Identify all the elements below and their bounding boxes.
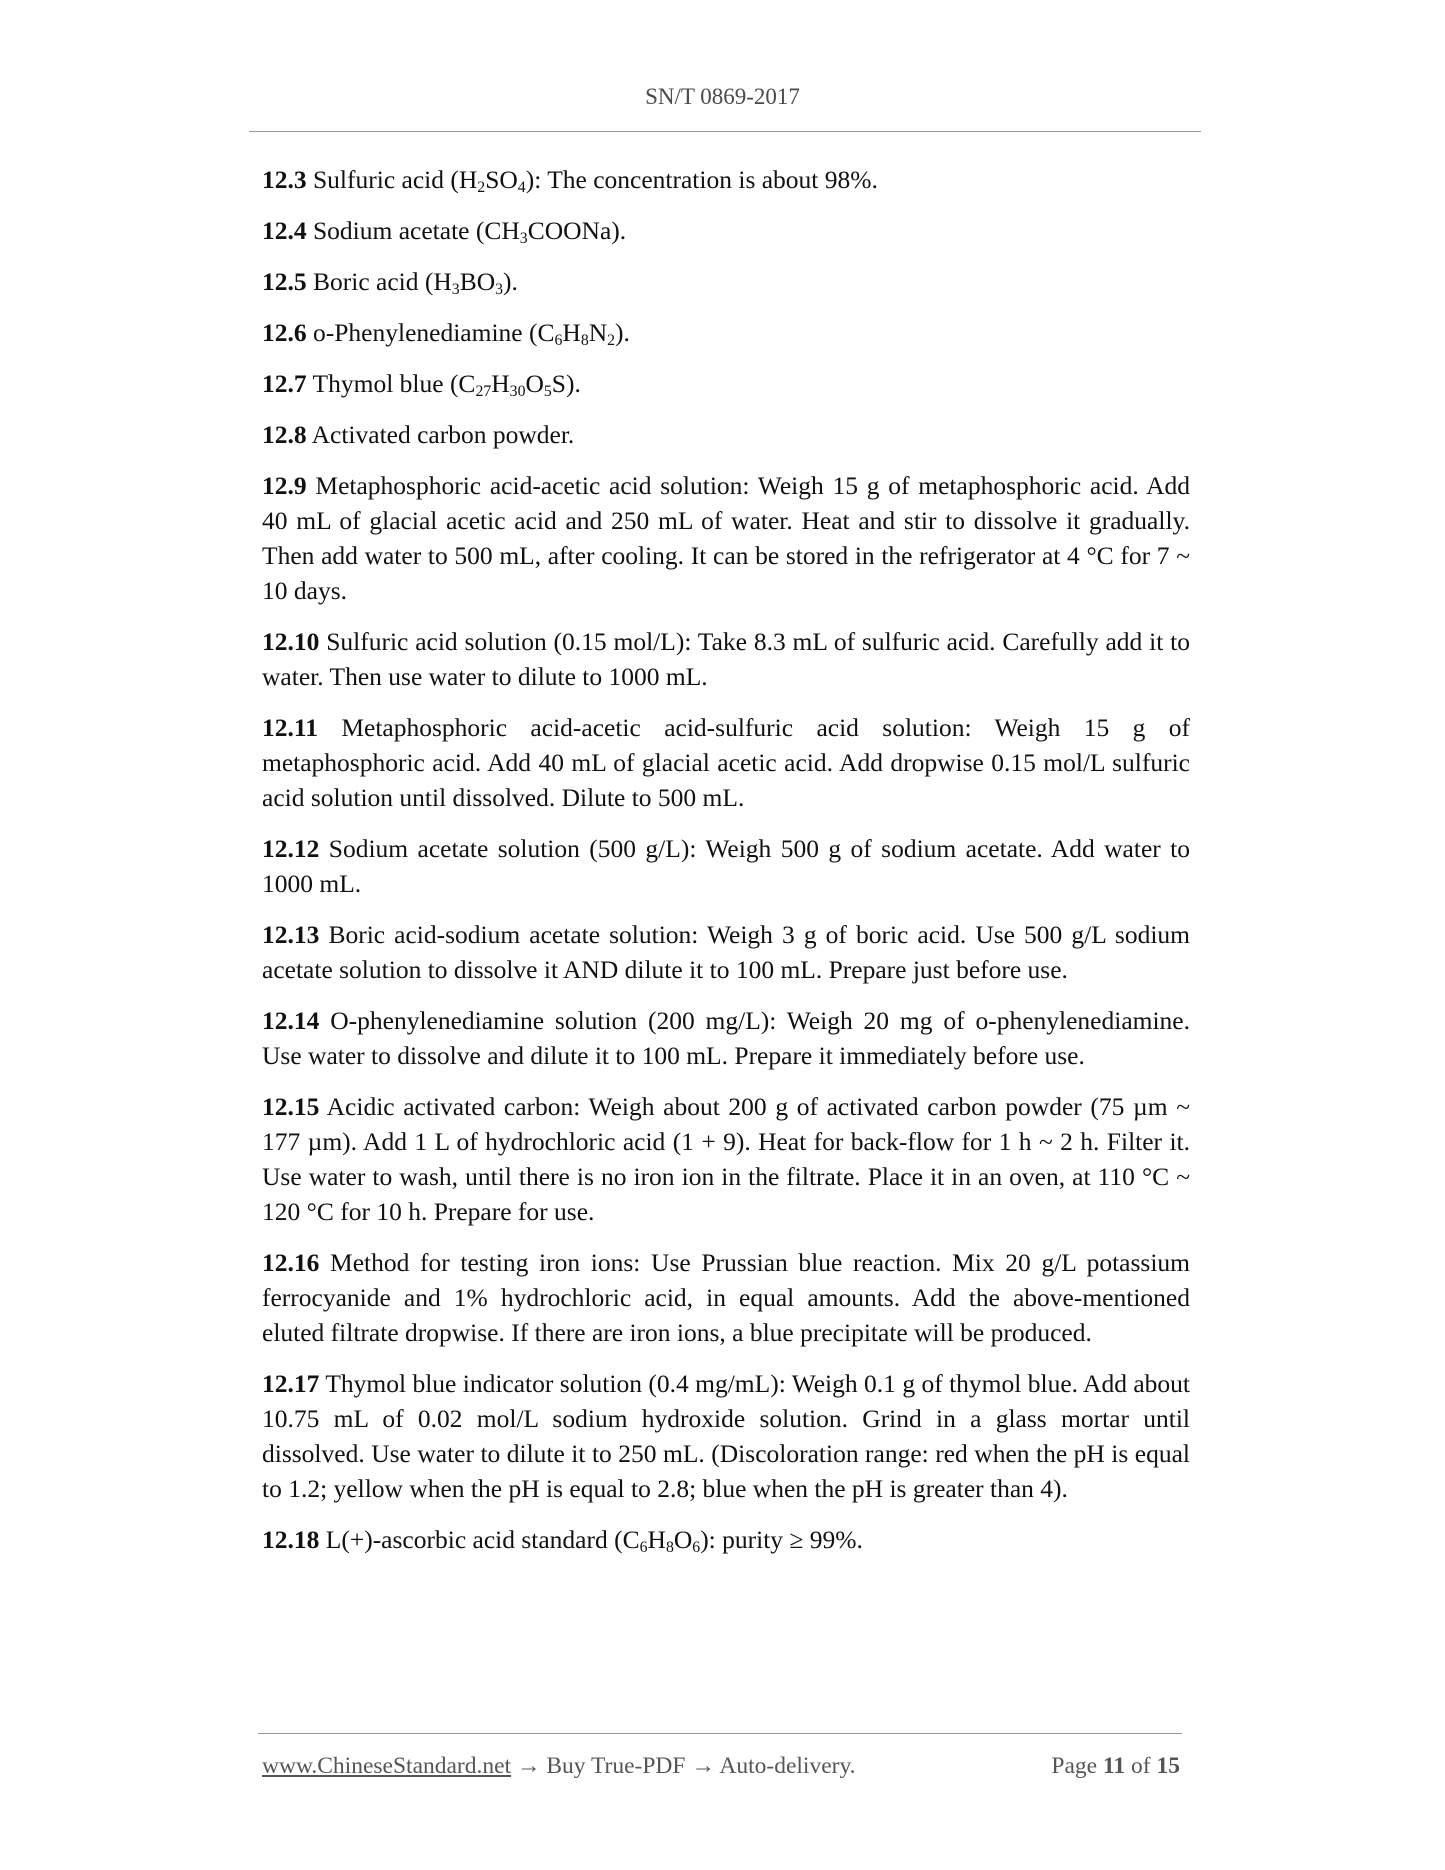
clause-text: Sodium acetate solution (500 g/L): Weigh 500 g of sodium acetate. Add water to 1000 mL.	[262, 834, 1190, 898]
clause-text: Boric acid $(H_3BO_3)$.	[313, 267, 518, 298]
clause-12-12	[262, 831, 1190, 901]
clause-12-15	[262, 1089, 1190, 1229]
clause-text: Metaphosphoric acid-acetic acid solution: Weigh 15 g of metaphosphoric acid. Add 40 mL of glacial acetic acid and 250 mL of water. Heat and stir to dissolve it gradually. Then add water to 500 mL, after cooling. It can be stored in the refrigerator at 4 °C for 7 ~ 10 days.	[262, 471, 1191, 605]
footer-rule	[258, 1733, 1182, 1734]
clause-12-6	[262, 315, 1190, 350]
page-label: Page	[1051, 1753, 1098, 1779]
clause-12-14	[262, 1003, 1190, 1073]
document-code-header: SN/T 0869-2017	[645, 84, 800, 109]
clause-number: 12.6	[262, 318, 307, 347]
clause-12-17	[262, 1366, 1190, 1506]
clause-12-13	[262, 917, 1190, 987]
website-link[interactable]: www.ChineseStandard.net	[262, 1753, 512, 1779]
clause-12-5	[262, 264, 1190, 299]
clause-12-4	[262, 213, 1190, 248]
clause-number: 12.11	[262, 713, 318, 742]
page-indicator	[1051, 1753, 1180, 1780]
clause-number: 12.7	[262, 369, 307, 398]
clause-text: Method for testing iron ions: Use Prussian blue reaction. Mix 20 g/L potassium ferrocyanide and 1% hydrochloric acid, in equal amounts. Add the above-mentioned eluted filtrate dropwise. If there are iron ions, a blue precipitate will be produced.	[262, 1248, 1190, 1347]
header-rule	[249, 131, 1201, 132]
clause-number: 12.10	[262, 627, 320, 656]
footer-tagline: → Buy True-PDF → Auto-delivery.	[516, 1753, 856, 1779]
clause-text: Boric acid-sodium acetate solution: Weigh 3 g of boric acid. Use 500 g/L sodium acetate solution to dissolve it AND dilute it to 100 mL. Prepare just before use.	[262, 920, 1190, 984]
clause-text: Thymol blue indicator solution (0.4 mg/mL): Weigh 0.1 g of thymol blue. Add about 10.75 mL of 0.02 mol/L sodium hydroxide solution. Grind in a glass mortar until dissolved. Use water to dilute it to 250 mL. (Discoloration range: red when the pH is equal to 1.2; yellow when the pH is equal to 2.8; blue when the pH is greater than 4).	[262, 1369, 1190, 1503]
document-body	[262, 162, 1190, 1557]
clause-number: 12.17	[262, 1369, 320, 1398]
clause-text: Sodium acetate $(CH_3COONa)$.	[313, 216, 627, 247]
clause-number: 12.14	[262, 1006, 320, 1035]
clause-12-16	[262, 1245, 1190, 1350]
clause-number: 12.13	[262, 920, 320, 949]
clause-number: 12.15	[262, 1092, 320, 1121]
clause-text: Sulfuric acid $(H_2SO_4)$: The concentration is about 98%.	[313, 165, 878, 196]
clause-12-7	[262, 366, 1190, 401]
clause-12-10	[262, 624, 1190, 694]
clause-12-11	[262, 710, 1190, 815]
clause-number: 12.12	[262, 834, 320, 863]
clause-text: L(+)-ascorbic acid standard $(C_6H_8O_6)$: purity ≥ 99%.	[325, 1525, 863, 1556]
page-current: 11	[1102, 1753, 1126, 1779]
clause-text: Acidic activated carbon: Weigh about 200 g of activated carbon powder (75 µm ~ 177 µm). Add 1 L of hydrochloric acid (1 + 9). Heat for back-flow for 1 h ~ 2 h. Filter it. Use water to wash, until there is no iron ion in the filtrate. Place it in an oven, at 110 °C ~ 120 °C for 10 h. Prepare for use.	[262, 1092, 1190, 1226]
clause-text: O-phenylenediamine solution (200 mg/L): Weigh 20 mg of o-phenylenediamine. Use water to dissolve and dilute it to 100 mL. Prepare it immediately before use.	[262, 1006, 1191, 1070]
clause-12-8	[262, 417, 1190, 452]
clause-number: 12.9	[262, 471, 307, 500]
clause-number: 12.5	[262, 267, 307, 296]
page-total: 15	[1156, 1753, 1180, 1779]
clause-text: Activated carbon powder.	[311, 420, 575, 449]
footer-promo	[262, 1753, 856, 1780]
clause-number: 12.16	[262, 1248, 320, 1277]
clause-text: o-Phenylenediamine $(C_6H_8N_2)$.	[313, 318, 630, 349]
clause-12-3	[262, 162, 1190, 197]
clause-text: Thymol blue $(C_{27}H_{30}O_5S)$.	[312, 369, 581, 400]
clause-text: Sulfuric acid solution (0.15 mol/L): Take 8.3 mL of sulfuric acid. Carefully add it to water. Then use water to dilute to 1000 mL.	[262, 627, 1190, 691]
clause-12-9	[262, 468, 1190, 608]
clause-text: Metaphosphoric acid-acetic acid-sulfuric acid solution: Weigh 15 g of metaphosphoric acid. Add 40 mL of glacial acetic acid. Add dropwise 0.15 mol/L sulfuric acid solution until dissolved. Dilute to 500 mL.	[262, 713, 1190, 812]
clause-number: 12.4	[262, 216, 307, 245]
clause-number: 12.8	[262, 420, 307, 449]
clause-number: 12.3	[262, 165, 307, 194]
clause-12-18	[262, 1522, 1190, 1557]
clause-number: 12.18	[262, 1525, 320, 1554]
of-label: of	[1131, 1753, 1151, 1779]
